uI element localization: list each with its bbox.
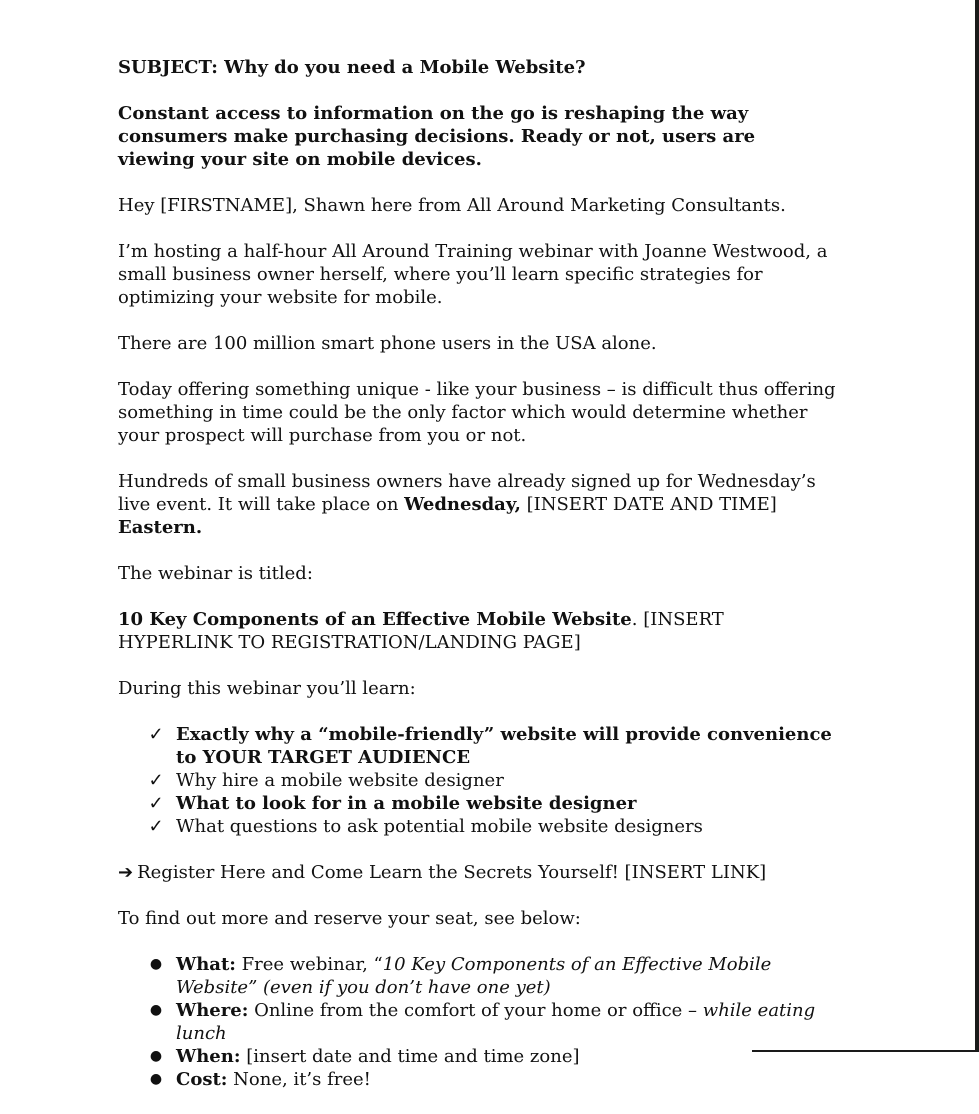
intro-paragraph: Constant access to information on the go is reshaping the way consumers make purchasing decisions. Ready or not, users are viewing your site on mobile devices.	[118, 103, 756, 170]
greeting-paragraph: Hey [FIRSTNAME], Shawn here from All Around Marketing Consultants.	[118, 195, 786, 216]
list-item	[118, 792, 838, 815]
bullet-icon: ●	[149, 1002, 163, 1018]
detail-what	[118, 953, 838, 999]
detail-label: What:	[176, 954, 236, 975]
subject-line: SUBJECT: Why do you need a Mobile Website?	[118, 57, 586, 78]
detail-text: Online from the comfort of your home or office –	[248, 1000, 703, 1021]
signup-day: Wednesday,	[404, 494, 521, 515]
detail-cost	[118, 1068, 838, 1091]
register-paragraph	[118, 861, 838, 884]
arrow-right-icon: ➔	[118, 862, 134, 883]
webinar-title-paragraph	[118, 608, 838, 654]
detail-when	[118, 1045, 838, 1068]
details-list	[118, 953, 838, 1091]
register-text: Register Here and Come Learn the Secrets Yourself! [INSERT LINK]	[137, 862, 767, 883]
detail-text: None, it’s free!	[227, 1069, 371, 1090]
hosting-paragraph: I’m hosting a half-hour All Around Training webinar with Joanne Westwood, a small business owner herself, where you’ll learn specific strategies for optimizing your website for mobile.	[118, 241, 828, 308]
detail-text: Free webinar, “	[235, 954, 383, 975]
detail-italic: while eating lunch	[176, 1000, 816, 1044]
unique-paragraph: Today offering something unique - like your business – is difficult thus offering something in time could be the only factor which would determine whether your prospect will purchase from you or not.	[118, 379, 836, 446]
bullet-icon: ●	[149, 1048, 163, 1064]
detail-italic: 10 Key Components of an Effective Mobile Website” (even if you don’t have one yet)	[176, 954, 772, 998]
webinar-title-link-placeholder: . [INSERT HYPERLINK TO REGISTRATION/LANDING PAGE]	[118, 609, 724, 653]
detail-label: Where:	[176, 1000, 249, 1021]
checkmark-icon: ✓	[148, 724, 164, 745]
checkmark-icon: ✓	[148, 793, 164, 814]
titled-intro: The webinar is titled:	[118, 563, 313, 584]
stat-paragraph: There are 100 million smart phone users in the USA alone.	[118, 333, 657, 354]
signup-paragraph	[118, 470, 838, 539]
checkmark-icon: ✓	[148, 770, 164, 791]
learn-list	[118, 723, 838, 838]
learn-intro: During this webinar you’ll learn:	[118, 678, 416, 699]
webinar-title: 10 Key Components of an Effective Mobile Website	[118, 609, 632, 630]
page-right-border	[975, 0, 979, 1052]
detail-text: [insert date and time and time zone]	[240, 1046, 580, 1067]
email-body	[118, 56, 838, 1114]
list-item-text: Why hire a mobile website designer	[176, 770, 504, 791]
bullet-icon: ●	[149, 1071, 163, 1087]
signup-datetime: [INSERT DATE AND TIME]	[520, 494, 777, 515]
list-item	[118, 723, 838, 769]
list-item	[118, 769, 838, 792]
signup-zone: Eastern.	[118, 517, 203, 538]
list-item-text: What to look for in a mobile website designer	[176, 793, 637, 814]
signup-text: Hundreds of small business owners have already signed up for Wednesday’s live event. It will take place on	[118, 471, 816, 515]
list-item	[118, 815, 838, 838]
list-item-text: What questions to ask potential mobile website designers	[176, 816, 703, 837]
detail-where	[118, 999, 838, 1045]
detail-label: Cost:	[176, 1069, 228, 1090]
detail-label: When:	[176, 1046, 241, 1067]
find-out-paragraph: To find out more and reserve your seat, see below:	[118, 908, 581, 929]
list-item-text: Exactly why a “mobile-friendly” website will provide convenience to YOUR TARGET AUDIENCE	[176, 724, 832, 768]
bullet-icon: ●	[149, 956, 163, 972]
checkmark-icon: ✓	[148, 816, 164, 837]
